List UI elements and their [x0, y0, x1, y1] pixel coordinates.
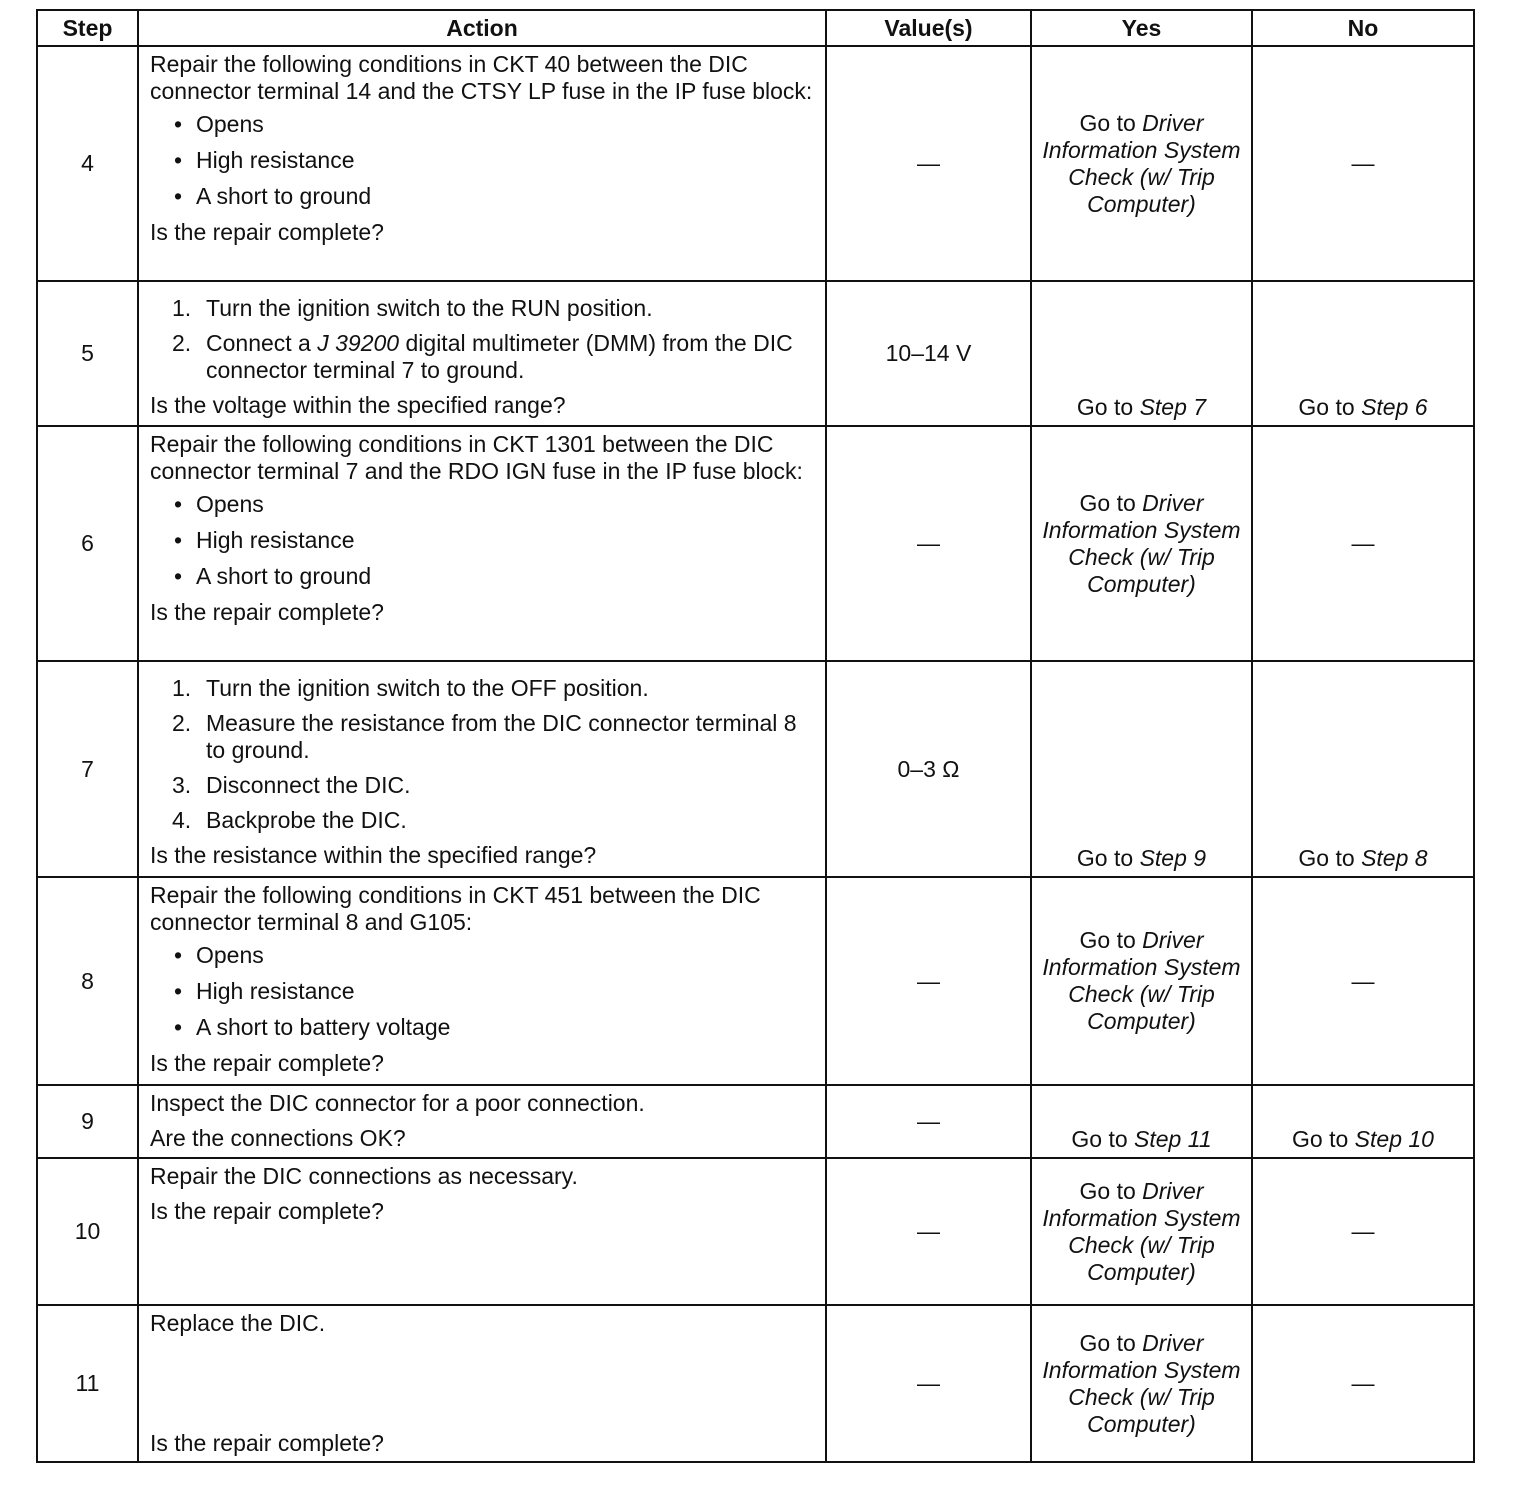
action-question: Is the repair complete?	[150, 1430, 384, 1456]
diagnostic-table	[36, 9, 1475, 1463]
yes-cell: Go to Driver Information System Check (w/ Trip Computer)	[1031, 1305, 1252, 1462]
bullet-item: • A short to battery voltage	[174, 1014, 451, 1040]
numbered-step: 1. Turn the ignition switch to the OFF position.	[172, 675, 649, 701]
no-cell: Go to Step 8	[1252, 661, 1474, 877]
table-row-step-10	[37, 1158, 1474, 1305]
no-cell: Go to Step 10	[1252, 1085, 1474, 1158]
action-intro: Repair the following conditions in CKT 1301 between the DIC connector terminal 7 and the RDO IGN fuse in the IP fuse block:	[150, 431, 803, 484]
step-number: 7	[37, 661, 138, 877]
no-cell: —	[1252, 1158, 1474, 1305]
numbered-step: 3. Disconnect the DIC.	[172, 772, 411, 798]
numbered-step: 1. Turn the ignition switch to the RUN position.	[172, 295, 653, 321]
action-question: Are the connections OK?	[150, 1125, 406, 1151]
bullet-item: • Opens	[174, 491, 264, 517]
action-intro: Repair the DIC connections as necessary.	[150, 1163, 578, 1189]
bullet-icon: •	[174, 111, 183, 137]
action-cell	[138, 1158, 826, 1305]
header-step: Step	[37, 10, 138, 46]
bullet-item: • Opens	[174, 942, 264, 968]
value-cell: —	[826, 1305, 1031, 1462]
table-row-step-11	[37, 1305, 1474, 1462]
step-number: 11	[37, 1305, 138, 1462]
value-cell: —	[826, 1158, 1031, 1305]
step-number: 9	[37, 1085, 138, 1158]
table-row-step-5	[37, 281, 1474, 426]
yes-target-link[interactable]: Driver Information System Check (w/ Trip Computer)	[1042, 489, 1241, 597]
bullet-icon: •	[174, 491, 183, 517]
header-no: No	[1252, 10, 1474, 46]
yes-target-link[interactable]: Driver Information System Check (w/ Trip Computer)	[1042, 1177, 1241, 1285]
action-cell	[138, 281, 826, 426]
action-question: Is the repair complete?	[150, 1198, 384, 1224]
action-cell	[138, 426, 826, 661]
bullet-item: • A short to ground	[174, 183, 372, 209]
action-intro: Replace the DIC.	[150, 1310, 326, 1336]
yes-target-link[interactable]: Driver Information System Check (w/ Trip Computer)	[1042, 109, 1241, 217]
table-row-step-8	[37, 877, 1474, 1085]
action-cell	[138, 661, 826, 877]
value-cell: —	[826, 877, 1031, 1085]
table-row-step-6	[37, 426, 1474, 661]
value-cell: —	[826, 426, 1031, 661]
table-row-step-7	[37, 661, 1474, 877]
action-cell	[138, 877, 826, 1085]
yes-target-link[interactable]: Driver Information System Check (w/ Trip Computer)	[1042, 927, 1241, 1034]
yes-target-link[interactable]: Step 7	[1139, 394, 1207, 420]
numbered-step: 4. Backprobe the DIC.	[172, 807, 407, 833]
yes-cell: Go to Driver Information System Check (w/ Trip Computer)	[1031, 1158, 1252, 1305]
value-cell: —	[826, 46, 1031, 281]
bullet-item: • High resistance	[174, 527, 355, 553]
value-cell: —	[826, 1085, 1031, 1158]
action-question: Is the resistance within the specified range?	[150, 842, 597, 868]
bullet-item: • Opens	[174, 111, 264, 137]
action-intro: Repair the following conditions in CKT 451 between the DIC connector terminal 8 and G105:	[150, 882, 761, 935]
yes-cell: Go to Driver Information System Check (w/ Trip Computer)	[1031, 426, 1252, 661]
tool-number: J 39200	[317, 330, 400, 356]
header-action: Action	[138, 10, 826, 46]
step-number: 6	[37, 426, 138, 661]
bullet-item: • High resistance	[174, 978, 355, 1004]
action-intro: Inspect the DIC connector for a poor connection.	[150, 1090, 645, 1116]
bullet-icon: •	[174, 183, 183, 209]
table-row-step-4	[37, 46, 1474, 281]
bullet-icon: •	[174, 147, 183, 173]
header-values: Value(s)	[826, 10, 1031, 46]
action-question: Is the repair complete?	[150, 1050, 384, 1076]
step-number: 8	[37, 877, 138, 1085]
action-question: Is the voltage within the specified range?	[150, 392, 566, 418]
action-cell	[138, 46, 826, 281]
header-yes: Yes	[1031, 10, 1252, 46]
step-number: 5	[37, 281, 138, 426]
no-target-link[interactable]: Step 8	[1361, 845, 1428, 871]
yes-cell: Go to Step 11	[1031, 1085, 1252, 1158]
no-cell: —	[1252, 877, 1474, 1085]
yes-target-link[interactable]: Step 11	[1134, 1126, 1212, 1152]
numbered-step: 2. Connect a J 39200 digital multimeter (DMM) from the DIC connector terminal 7 to ground.	[172, 330, 793, 383]
action-intro: Repair the following conditions in CKT 40 between the DIC connector terminal 14 and the CTSY LP fuse in the IP fuse block:	[150, 51, 813, 104]
step-number: 4	[37, 46, 138, 281]
step-number: 10	[37, 1158, 138, 1305]
no-target-link[interactable]: Step 10	[1354, 1126, 1434, 1152]
header-row	[37, 10, 1474, 46]
action-question: Is the repair complete?	[150, 599, 384, 625]
action-question: Is the repair complete?	[150, 219, 384, 245]
action-cell	[138, 1085, 826, 1158]
bullet-icon: •	[174, 942, 183, 968]
numbered-step: 2. Measure the resistance from the DIC connector terminal 8 to ground.	[172, 710, 797, 763]
value-cell: 0–3 Ω	[826, 661, 1031, 877]
yes-target-link[interactable]: Step 9	[1139, 845, 1207, 871]
bullet-icon: •	[174, 1014, 183, 1040]
no-cell: Go to Step 6	[1252, 281, 1474, 426]
bullet-icon: •	[174, 563, 183, 589]
bullet-item: • A short to ground	[174, 563, 372, 589]
no-target-link[interactable]: Step 6	[1361, 394, 1428, 420]
yes-cell: Go to Step 7	[1031, 281, 1252, 426]
action-cell	[138, 1305, 826, 1462]
no-cell: —	[1252, 426, 1474, 661]
bullet-item: • High resistance	[174, 147, 355, 173]
bullet-icon: •	[174, 527, 183, 553]
value-cell: 10–14 V	[826, 281, 1031, 426]
yes-cell: Go to Driver Information System Check (w/ Trip Computer)	[1031, 877, 1252, 1085]
yes-target-link[interactable]: Driver Information System Check (w/ Trip Computer)	[1042, 1329, 1241, 1437]
no-cell: —	[1252, 46, 1474, 281]
yes-cell: Go to Driver Information System Check (w/ Trip Computer)	[1031, 46, 1252, 281]
table-row-step-9	[37, 1085, 1474, 1158]
yes-cell: Go to Step 9	[1031, 661, 1252, 877]
no-cell: —	[1252, 1305, 1474, 1462]
bullet-icon: •	[174, 978, 183, 1004]
